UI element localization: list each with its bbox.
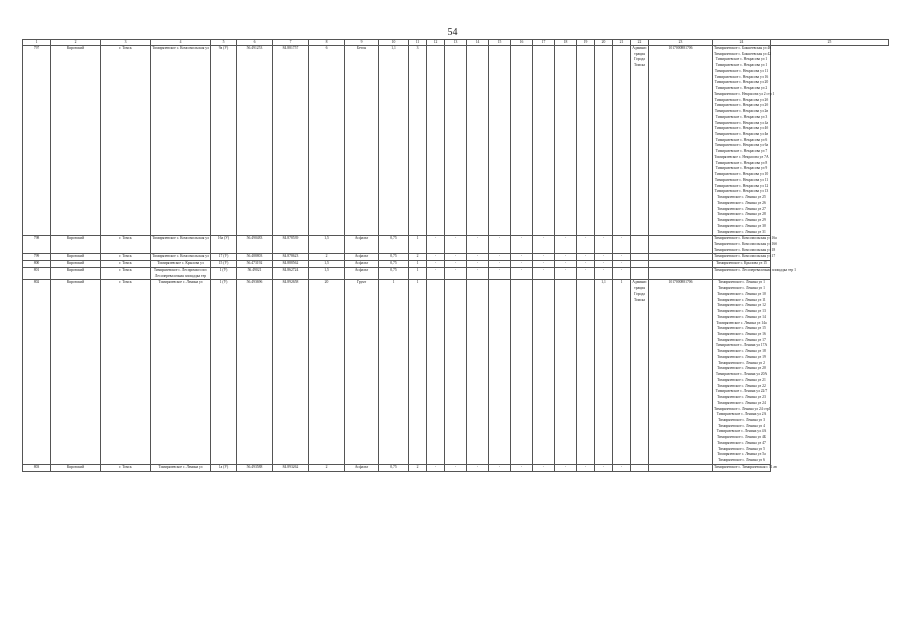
address-item: Тимирязевское с. Некрасова ул 2б [714, 97, 769, 102]
address-item: Тимирязевское с. Ленина ул 47 [717, 440, 766, 445]
cell-col-21: - [613, 236, 631, 254]
table-row [23, 236, 889, 254]
cell-col-16: - [511, 267, 533, 279]
cell-col-10: 0,75 [379, 267, 409, 279]
cell-col-6: 56.49021 [237, 267, 273, 279]
cell-col-12: - [427, 267, 445, 279]
address-item: Тимирязевское с. Ленина ул 4 [718, 423, 765, 428]
cell-col-20: - [595, 261, 613, 268]
cell-col-11: 1 [409, 267, 427, 279]
cell-col-12: - [427, 261, 445, 268]
cell-col-15: - [489, 254, 511, 261]
cell-col-15: - [489, 464, 511, 471]
cell-col-2: Кировский [51, 280, 101, 465]
address-item: Тимирязевское с. Некрасова ул 13 [714, 189, 769, 194]
cell-col-22 [631, 254, 649, 261]
address-item: Тимирязевское с. Некрасова ул 7А [714, 154, 769, 159]
cell-col-22 [631, 261, 649, 268]
address-item: Тимирязевское с. Некрасова ул 11 [714, 68, 769, 73]
cell-col-10: 0,75 [379, 254, 409, 261]
address-item: Тимирязевское с. Ленина ул 1 [718, 286, 765, 291]
column-header-14: 14 [467, 40, 489, 46]
address-item: Тимирязевское с. Некрасова ул 2 стр 1 [714, 91, 775, 96]
cell-col-9: Грунт [345, 280, 379, 465]
address-item: Тимирязевское с. Крылова ул 15 [716, 261, 767, 266]
cell-col-23: 1017000881706 [649, 46, 713, 236]
address-item: Тимирязевское с. Ленина ул 16 [717, 331, 766, 336]
cell-col-12 [427, 280, 445, 465]
column-header-23: 23 [649, 40, 713, 46]
cell-col-10: 1 [379, 280, 409, 465]
register-table [22, 39, 889, 472]
cell-col-17 [533, 280, 555, 465]
column-header-10: 10 [379, 40, 409, 46]
cell-col-10: 1,1 [379, 46, 409, 236]
cell-col-18: - [555, 464, 577, 471]
address-item: Тимирязевское с. Некрасова ул 4в [714, 132, 769, 137]
cell-col-5: 9а (У) [211, 46, 237, 236]
cell-col-3: г. Томск [101, 236, 151, 254]
cell-col-4: Тимирязевское с. Комсомольская ул [151, 46, 211, 236]
column-header-17: 17 [533, 40, 555, 46]
cell-col-12 [427, 46, 445, 236]
cell-col-21: - [613, 261, 631, 268]
cell-col-17: - [533, 236, 555, 254]
cell-col-11: 2 [409, 254, 427, 261]
cell-col-22: Администрация Города Томска [631, 46, 649, 236]
address-item: Тимирязевское с. Ленина ул 14а [716, 320, 767, 325]
cell-col-3: г. Томск [101, 280, 151, 465]
column-header-21: 21 [613, 40, 631, 46]
column-header-2: 2 [51, 40, 101, 46]
cell-col-14 [467, 46, 489, 236]
address-item: Тимирязевское с. Бакшеевская ул 42 [714, 51, 772, 56]
table-row [23, 46, 889, 236]
address-item: Тимирязевское с. Комсомольская ул 18 [714, 247, 776, 252]
cell-col-11: 2 [409, 464, 427, 471]
address-list [713, 280, 771, 465]
cell-col-8: 20 [309, 280, 345, 465]
cell-col-11: 3 [409, 46, 427, 236]
address-item: Тимирязевское с. Некрасова ул 2 [715, 86, 768, 91]
address-item: Тимирязевское с. Ленина ул 29 [717, 218, 766, 223]
address-item: Тимирязевское с. Ленина ул 20 [717, 366, 766, 371]
cell-col-11: 1 [409, 261, 427, 268]
address-item: Тимирязевское с. Тимирязевская с 11 ав [714, 464, 777, 469]
cell-col-21: - [613, 267, 631, 279]
address-list [713, 267, 796, 279]
cell-col-17: - [533, 254, 555, 261]
cell-col-8: 2 [309, 464, 345, 471]
cell-col-15: - [489, 261, 511, 268]
cell-col-10: 0,75 [379, 464, 409, 471]
cell-col-11: 1 [409, 280, 427, 465]
cell-col-18: - [555, 254, 577, 261]
address-item: Тимирязевское с. Ленина ул 22 [717, 383, 766, 388]
cell-col-1: 802 [23, 280, 51, 465]
table-row [23, 464, 889, 471]
cell-col-2: Кировский [51, 46, 101, 236]
address-item: Тимирязевское с. Ленина ул 11 [717, 297, 766, 302]
cell-col-9: Асфальт [345, 261, 379, 268]
cell-col-1: 800 [23, 261, 51, 268]
column-header-13: 13 [445, 40, 467, 46]
cell-col-17: - [533, 261, 555, 268]
address-item: Тимирязевское с. Некрасова ул 10 [714, 172, 769, 177]
address-item: Тимирязевское с. Ленина ул 19 [717, 354, 766, 359]
address-item: Тимирязевское с. Бакшеевская ул 46 [714, 46, 772, 50]
address-item: Тимирязевское с. Некрасова ул 20 [714, 80, 769, 85]
cell-col-15: - [489, 267, 511, 279]
cell-col-13: - [445, 254, 467, 261]
page-number: 54 [447, 27, 458, 38]
column-header-6: 6 [237, 40, 273, 46]
cell-col-19: - [577, 236, 595, 254]
address-item: Тимирязевское с. Некрасова ул 4а [714, 120, 769, 125]
address-item: Тимирязевское с. Ленина ул 13 [717, 309, 766, 314]
cell-col-19: - [577, 261, 595, 268]
cell-col-6: 56.491253 [237, 46, 273, 236]
cell-col-21: 1 [613, 280, 631, 465]
cell-col-6: 56.473192 [237, 261, 273, 268]
cell-col-10: 0,75 [379, 236, 409, 254]
cell-col-14: - [467, 254, 489, 261]
cell-col-21: - [613, 464, 631, 471]
cell-col-19: - [577, 254, 595, 261]
address-item: Тимирязевское с. Ленина ул 27 [717, 206, 766, 211]
cell-col-16 [511, 280, 533, 465]
address-item: Тимирязевское с. Некрасова ул 6 [715, 137, 768, 142]
cell-col-18 [555, 46, 577, 236]
address-item: Тимирязевское с. Ленина ул 1 [718, 280, 765, 285]
address-item: Тимирязевское с. Ленина ул 30 [717, 223, 766, 228]
cell-col-3: г. Томск [101, 46, 151, 236]
address-item: Тимирязевское с. Ленина ул 24 [717, 400, 766, 405]
cell-col-20: - [595, 254, 613, 261]
cell-col-4: Тимирязевское с. Комсомольская ул [151, 236, 211, 254]
address-item: Тимирязевское с. Ленина ул 22/7 [715, 389, 768, 394]
cell-col-17 [533, 46, 555, 236]
address-item: Тимирязевское с. Некрасова ул 2б [714, 103, 769, 108]
cell-col-1: 801 [23, 267, 51, 279]
column-header-7: 7 [273, 40, 309, 46]
address-item: Тимирязевское с. Ленина ул 18 [717, 349, 766, 354]
cell-col-16: - [511, 236, 533, 254]
table-row [23, 267, 889, 279]
address-item: Тимирязевское с. Ленина ул 10 [717, 291, 766, 296]
cell-col-2: Кировский [51, 254, 101, 261]
cell-col-18 [555, 280, 577, 465]
cell-col-12: - [427, 236, 445, 254]
cell-col-23: 1017000881706 [649, 280, 713, 465]
column-header-18: 18 [555, 40, 577, 46]
address-item: Тимирязевское с. Некрасова ул 3 [715, 114, 768, 119]
cell-col-23 [649, 254, 713, 261]
cell-col-7: 84.862724 [273, 267, 309, 279]
address-item: Тимирязевское с. Некрасова ул 16 [714, 74, 769, 79]
column-header-20: 20 [595, 40, 613, 46]
address-item: Тимирязевское с. Некрасова ул 1 [715, 63, 768, 68]
address-item: Тимирязевское с. Некрасова ул 12 [714, 183, 769, 188]
cell-col-3: г. Томск [101, 261, 151, 268]
column-header-4: 4 [151, 40, 211, 46]
cell-col-8: 1,5 [309, 261, 345, 268]
column-header-11: 11 [409, 40, 427, 46]
cell-col-9: Асфальт [345, 267, 379, 279]
cell-col-6: 56.490483 [237, 236, 273, 254]
column-header-5: 5 [211, 40, 237, 46]
cell-col-5: 1 (У) [211, 267, 237, 279]
address-item: Тимирязевское с. Ленина ул 17 [717, 337, 766, 342]
address-item: Тимирязевское с. Ленина ул 21 [717, 377, 766, 382]
table-body [23, 46, 889, 472]
cell-col-17: - [533, 267, 555, 279]
cell-col-8: 1,5 [309, 236, 345, 254]
cell-col-10: 0,75 [379, 261, 409, 268]
cell-col-2: Кировский [51, 261, 101, 268]
address-item: Тимирязевское с. Ленина ул 3 [718, 418, 765, 422]
cell-col-6: 56.493588 [237, 464, 273, 471]
cell-col-17: - [533, 464, 555, 471]
address-item: Тимирязевское с. Некрасова ул 11 [714, 177, 769, 182]
address-item: Тимирязевское с. Комсомольская ул 16а [714, 236, 777, 241]
cell-col-20 [595, 46, 613, 236]
cell-col-15: - [489, 236, 511, 254]
cell-col-23 [649, 236, 713, 254]
cell-col-22: Администрация Города Томска [631, 280, 649, 465]
column-header-1: 1 [23, 40, 51, 46]
cell-col-20: - [595, 236, 613, 254]
cell-col-13: - [445, 236, 467, 254]
address-list [713, 464, 777, 471]
cell-col-7: 84.881757 [273, 46, 309, 236]
cell-col-12: - [427, 254, 445, 261]
cell-col-13: - [445, 261, 467, 268]
column-header-8: 8 [309, 40, 345, 46]
cell-col-4: Тимирязевское с. Леспромхоз пос Лесоперевалочная площадка тер [151, 267, 211, 279]
address-item: Тимирязевское с. Ленина ул 12 [717, 303, 766, 308]
cell-col-4: Тимирязевское с. Ленина ул [151, 280, 211, 465]
cell-col-3: г. Томск [101, 254, 151, 261]
address-list [713, 46, 775, 236]
address-item: Тимирязевское с. Ленина ул 6 [718, 458, 765, 463]
address-item: Тимирязевское с. Некрасова ул 8 [715, 160, 768, 165]
cell-col-23 [649, 464, 713, 471]
cell-col-16 [511, 46, 533, 236]
cell-col-14: - [467, 236, 489, 254]
cell-col-5: 1 (У) [211, 280, 237, 465]
address-list [713, 236, 778, 254]
address-item: Тимирязевское с. Ленина ул 14 [717, 314, 766, 319]
cell-col-19 [577, 280, 595, 465]
address-item: Тимирязевское с. Ленина ул 25 [717, 195, 766, 200]
address-item: Тимирязевское с. Некрасова ул 2в [714, 109, 769, 114]
cell-col-9: Бетон [345, 46, 379, 236]
cell-col-20: - [595, 464, 613, 471]
address-item: Тимирязевское с. Ленина ул 15 [717, 326, 766, 331]
address-item: Тимирязевское с. Ленина ул 28 [717, 212, 766, 217]
cell-col-21 [613, 46, 631, 236]
cell-col-3: г. Томск [101, 267, 151, 279]
cell-col-21: - [613, 254, 631, 261]
cell-col-19: - [577, 464, 595, 471]
cell-col-3: г. Томск [101, 464, 151, 471]
cell-col-7: 84.878623 [273, 254, 309, 261]
cell-col-13 [445, 46, 467, 236]
cell-col-2: Кировский [51, 267, 101, 279]
table-row [23, 261, 889, 268]
cell-col-2: Кировский [51, 464, 101, 471]
address-item: Тимирязевское с. Ленина ул 4А [716, 429, 767, 434]
column-header-15: 15 [489, 40, 511, 46]
table-row [23, 280, 889, 465]
cell-col-5: 1а (У) [211, 464, 237, 471]
cell-col-19 [577, 46, 595, 236]
cell-col-1: 803 [23, 464, 51, 471]
address-item: Тимирязевское с. Ленина ул 24 стр1 [714, 406, 771, 411]
address-item: Тимирязевское с. Лесоперевалочная площадка тер 1 [714, 267, 796, 272]
cell-col-9: Асфальт [345, 254, 379, 261]
address-item: Тимирязевское с. Ленина ул 5а [717, 452, 766, 457]
cell-col-5: 17 (У) [211, 254, 237, 261]
cell-col-1: 797 [23, 46, 51, 236]
cell-col-16: - [511, 254, 533, 261]
column-header-9: 9 [345, 40, 379, 46]
cell-col-15 [489, 46, 511, 236]
column-header-22: 22 [631, 40, 649, 46]
cell-col-5: 15 (У) [211, 261, 237, 268]
cell-col-12: - [427, 464, 445, 471]
cell-col-14 [467, 280, 489, 465]
address-list [713, 261, 771, 268]
cell-col-9: Асфальт [345, 236, 379, 254]
cell-col-18: - [555, 267, 577, 279]
cell-col-14: - [467, 267, 489, 279]
address-item: Тимирязевское с. Некрасова ул 7 [715, 149, 768, 154]
address-item: Тимирязевское с. Некрасова ул 1 [715, 57, 768, 62]
cell-col-2: Кировский [51, 236, 101, 254]
cell-col-4: Тимирязевское с. Ленина ул [151, 464, 211, 471]
cell-col-13: - [445, 267, 467, 279]
column-header-12: 12 [427, 40, 445, 46]
cell-col-1: 798 [23, 236, 51, 254]
cell-col-15 [489, 280, 511, 465]
address-item: Тимирязевское с. Ленина ул 5 [718, 446, 765, 451]
address-item: Тимирязевское с. Ленина ул 31 [717, 229, 766, 234]
cell-col-20: - [595, 267, 613, 279]
cell-col-20: 1,1 [595, 280, 613, 465]
cell-col-23 [649, 261, 713, 268]
cell-col-13: - [445, 464, 467, 471]
address-item: Тимирязевское с. Ленина ул 20А [715, 372, 768, 377]
cell-col-1: 799 [23, 254, 51, 261]
address-item: Тимирязевское с. Некрасова ул 4б [714, 126, 769, 131]
address-item: Тимирязевское с. Ленина ул 17А [715, 343, 768, 348]
address-item: Тимирязевское с. Комсомольская ул 16б [714, 241, 778, 246]
address-item: Тимирязевское с. Ленина ул 2А [716, 412, 767, 417]
cell-col-13 [445, 280, 467, 465]
address-item: Тимирязевское с. Ленина ул 23 [717, 395, 766, 400]
address-item: Тимирязевское с. Ленина ул 4Б [717, 435, 766, 440]
cell-col-18: - [555, 236, 577, 254]
cell-col-7: 84.888562 [273, 261, 309, 268]
cell-col-6: 56.493696 [237, 280, 273, 465]
cell-col-4: Тимирязевское с. Комсомольская ул [151, 254, 211, 261]
cell-col-6: 56.488803 [237, 254, 273, 261]
table-row [23, 254, 889, 261]
column-header-24: 24 [713, 40, 771, 46]
column-header-3: 3 [101, 40, 151, 46]
cell-col-7: 84.893262 [273, 464, 309, 471]
address-item: Тимирязевское с. Комсомольская ул 17 [714, 254, 776, 259]
cell-col-9: Асфальт [345, 464, 379, 471]
cell-col-23 [649, 267, 713, 279]
cell-col-8: 6 [309, 46, 345, 236]
address-item: Тимирязевское с. Ленина ул 2 [718, 360, 765, 365]
cell-col-14: - [467, 261, 489, 268]
cell-col-16: - [511, 261, 533, 268]
cell-col-5: 16а (У) [211, 236, 237, 254]
cell-col-7: 84.878539 [273, 236, 309, 254]
address-item: Тимирязевское с. Некрасова ул 6а [714, 143, 769, 148]
cell-col-22 [631, 236, 649, 254]
cell-col-22 [631, 267, 649, 279]
cell-col-22 [631, 464, 649, 471]
address-list [713, 254, 776, 261]
cell-col-16: - [511, 464, 533, 471]
cell-col-14: - [467, 464, 489, 471]
cell-col-8: 2 [309, 254, 345, 261]
address-item: Тимирязевское с. Некрасова ул 9 [715, 166, 768, 171]
cell-col-4: Тимирязевское с. Крылова ул [151, 261, 211, 268]
cell-col-19: - [577, 267, 595, 279]
cell-col-11: 1 [409, 236, 427, 254]
address-item: Тимирязевское с. Ленина ул 26 [717, 200, 766, 205]
cell-col-8: 1,5 [309, 267, 345, 279]
column-header-16: 16 [511, 40, 533, 46]
cell-col-7: 84.892658 [273, 280, 309, 465]
cell-col-18: - [555, 261, 577, 268]
column-header-19: 19 [577, 40, 595, 46]
column-header-25: 25 [771, 40, 889, 46]
